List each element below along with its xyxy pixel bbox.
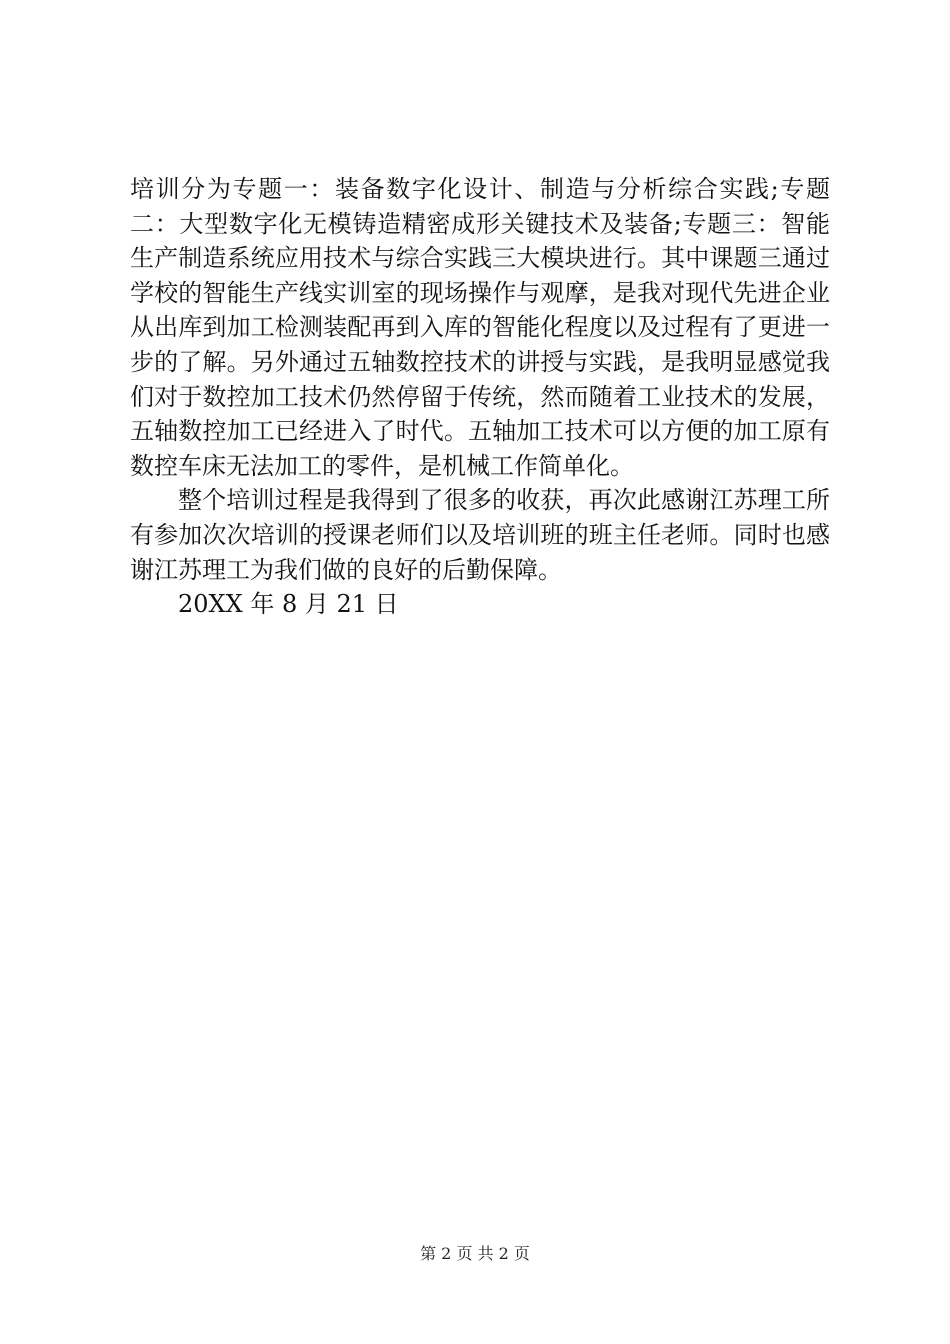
document-body [130, 172, 830, 622]
paragraph-training-modules: 培训分为专题一：装备数字化设计、制造与分析综合实践;专题二：大型数字化无模铸造精密成形关键技术及装备;专题三：智能生产制造系统应用技术与综合实践三大模块进行。其中课题三通过学校的智能生产线实训室的现场操作与观摩，是我对现代先进企业从出库到加工检测装配再到入库的智能化程度以及过程有了更进一步的了解。另外通过五轴数控技术的讲授与实践，是我明显感觉我们对于数控加工技术仍然停留于传统，然而随着工业技术的发展，五轴数控加工已经进入了时代。五轴加工技术可以方便的加工原有数控车床无法加工的零件，是机械工作简单化。 [130, 175, 830, 480]
paragraph-acknowledgement: 整个培训过程是我得到了很多的收获，再次此感谢江苏理工所有参加次次培训的授课老师们以及培训班的班主任老师。同时也感谢江苏理工为我们做的良好的后勤保障。 [130, 486, 830, 584]
document-date: 20XX 年 8 月 21 日 [178, 590, 399, 619]
page-number-footer: 第 2 页 共 2 页 [420, 1244, 530, 1263]
